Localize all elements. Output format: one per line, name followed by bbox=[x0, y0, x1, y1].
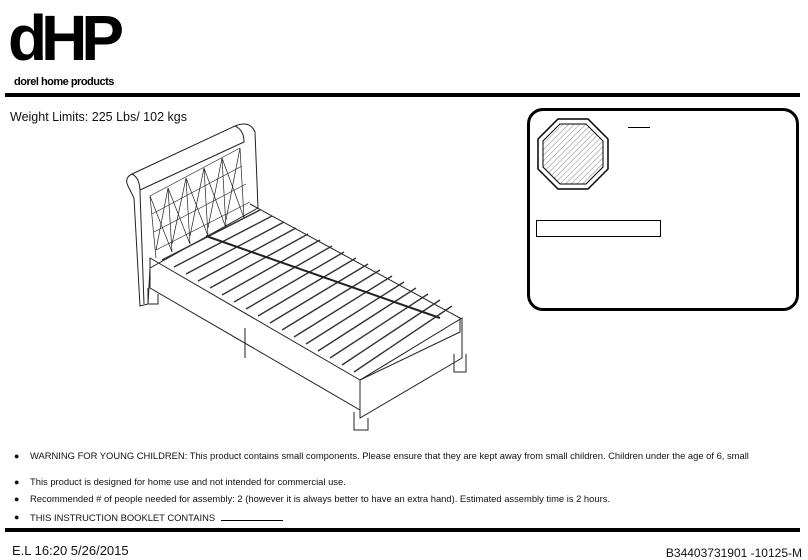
note-booklet bbox=[14, 511, 283, 523]
logo-tagline: dorel home products bbox=[14, 76, 114, 88]
left-side-rail bbox=[150, 258, 360, 410]
tufting-pattern bbox=[150, 148, 250, 258]
info-box bbox=[527, 108, 799, 311]
right-side-rail bbox=[250, 204, 460, 380]
note-text: WARNING FOR YOUNG CHILDREN: This product contains small components. Please ensure that they are kept away from small children. Children under the age of 6, small bbox=[30, 450, 749, 461]
title-line bbox=[628, 127, 650, 128]
footer-date: E.L 16:20 5/26/2015 bbox=[12, 543, 129, 558]
blank-field bbox=[536, 220, 661, 237]
note-home-use bbox=[14, 476, 346, 488]
bed-illustration bbox=[110, 118, 490, 433]
note-text: This product is designed for home use and not intended for commercial use. bbox=[30, 476, 346, 487]
stop-octagon-icon bbox=[536, 117, 610, 191]
note-text: Recommended # of people needed for assembly: 2 (however it is always better to have an extra hand). Estimated assembly time is 2 hours. bbox=[30, 493, 610, 504]
note-text: THIS INSTRUCTION BOOKLET CONTAINS bbox=[30, 512, 216, 523]
leg-head bbox=[148, 288, 158, 304]
weight-limits: Weight Limits: 225 Lbs/ 102 kgs bbox=[10, 110, 187, 124]
booklet-blank bbox=[221, 511, 283, 521]
header-divider bbox=[5, 93, 800, 97]
bullet: ● bbox=[14, 451, 20, 461]
bullet: ● bbox=[14, 512, 20, 522]
headboard-roll bbox=[132, 174, 144, 304]
headboard-outline bbox=[127, 124, 258, 306]
bullet: ● bbox=[14, 477, 20, 487]
logo-mark: dHP bbox=[8, 2, 118, 74]
note-warning bbox=[14, 450, 749, 462]
footer-divider bbox=[5, 528, 800, 532]
footer-code: B34403731901 -10125-M bbox=[665, 546, 802, 560]
dhp-logo bbox=[8, 2, 148, 90]
headboard-top-roll bbox=[140, 126, 244, 190]
note-assembly bbox=[14, 493, 610, 505]
bullet: ● bbox=[14, 494, 20, 504]
leg-right bbox=[454, 354, 466, 372]
slats bbox=[162, 210, 452, 372]
